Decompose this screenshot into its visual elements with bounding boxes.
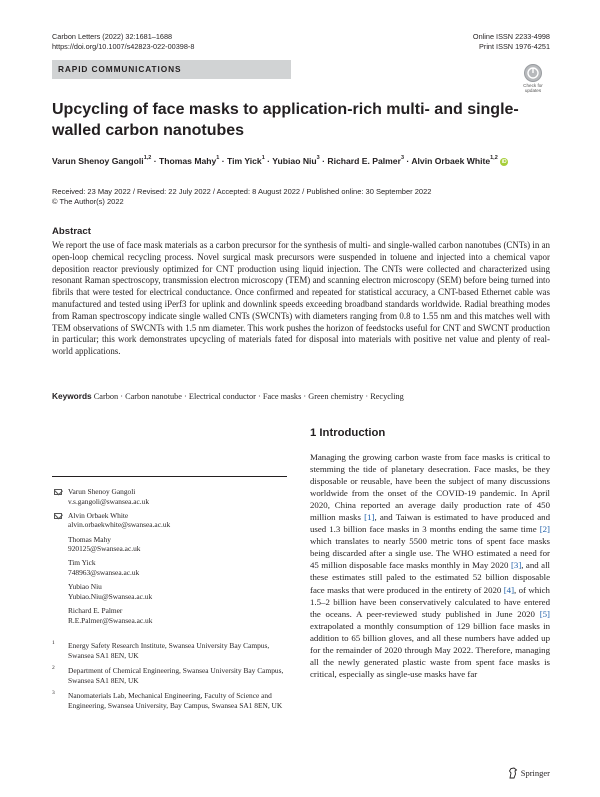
author-name[interactable]: Tim Yick — [227, 156, 262, 166]
contact-name: Richard E. Palmer — [68, 605, 123, 615]
keywords-line — [52, 391, 550, 402]
abstract-text: We report the use of face mask materials as a carbon precursor for the synthesis of multi- and single-walled carbon nanotubes (CNTs) in an open-loop chemical recycling process. Novel surgical mask precursors were suspended in toluene and injected into a chemical vapor deposition reactor previously optimized for CNT production using liquid injection. The CNTs were collected and characterized using resonant Raman spectroscopy, transmission electron microscopy (TEM) and scanning electron microscopy (SEM) before being turned into fibrils that were tested for electrical conductance. Once confirmed and repeated for statistical accuracy, a CNT-based Ethernet cable was manufactured and tested using iPerf3 for uplink and downlink speeds exceeding broadband standards worldwide. Radial breathing modes from Raman spectroscopy indicate single walled CNTs (SWCNTs) with diameters ranging from 0.8 to 1.55 nm and this matches well with TEM observations of SWCNTs with 1.5 nm diameter. This work pushes the horizon of feedstocks useful for CNT and SWCNT production in particular; this work demonstrates upcycling of materials fated for disposal into materials with positive net value and plenty of real-world applications. — [52, 240, 550, 357]
footnote-divider — [52, 476, 287, 477]
copyright-notice: © The Author(s) 2022 — [52, 197, 124, 206]
contact-entry — [52, 558, 292, 577]
contact-entry — [52, 511, 292, 530]
affiliation-number: 3 — [52, 690, 55, 697]
envelope-icon — [54, 513, 62, 519]
check-for-updates-badge[interactable] — [517, 64, 549, 98]
citation-link[interactable]: [4] — [503, 584, 515, 595]
citation-link[interactable]: [1] — [364, 512, 375, 523]
author-affiliation-marker: 1 — [216, 155, 220, 162]
section-heading: 1 Introduction — [310, 427, 386, 439]
check-updates-label: Check for updates — [523, 83, 543, 94]
author-name[interactable]: Thomas Mahy — [158, 156, 217, 166]
contact-list — [52, 487, 292, 630]
affiliation-text: Nanomaterials Lab, Mechanical Engineering, Faculty of Science and Engineering, Swansea University, Bay Campus, Swansea SA1 8EN, UK — [68, 691, 283, 710]
orcid-icon[interactable]: iD — [501, 158, 507, 165]
journal-header — [52, 32, 194, 52]
contact-name: Thomas Mahy — [68, 534, 111, 544]
keywords-label: Keywords — [52, 391, 92, 401]
article-title: Upcycling of face masks to application-rich multi- and single-walled carbon nanotubes — [52, 101, 519, 139]
citation-link[interactable]: [3] — [510, 560, 522, 571]
affiliation-text: Energy Safety Research Institute, Swansea University Bay Campus, Swansea SA1 8EN, UK — [68, 641, 270, 660]
contact-email[interactable]: 920125@Swansea.ac.uk — [68, 544, 141, 554]
contact-name: Varun Shenoy Gangoli — [68, 487, 136, 496]
author-name[interactable]: Varun Shenoy Gangoli — [52, 156, 144, 166]
author-affiliation-marker: 1 — [261, 155, 265, 162]
doi-link[interactable]: https://doi.org/10.1007/s42823-022-00398-8 — [52, 42, 195, 51]
publisher-footer — [508, 767, 550, 779]
contact-entry — [52, 535, 292, 554]
contact-name: Yubiao Niu — [68, 582, 102, 592]
contact-entry — [52, 606, 292, 625]
author-name[interactable]: Yubiao Niu — [272, 156, 317, 166]
contact-email[interactable]: Yubiao.Niu@Swansea.ac.uk — [68, 591, 153, 601]
publication-dates — [52, 187, 431, 207]
affiliation-number: 2 — [52, 665, 55, 672]
print-issn: Print ISSN 1976-4251 — [479, 42, 550, 51]
springer-horse-icon — [508, 767, 518, 779]
author-list: Varun Shenoy Gangoli$^{1,2}$ · Thomas Mahy$^1$ · Tim Yick$^1$ · Yubiao Niu$^3$ · Richard E. Palmer$^3$ · Alvin Orbaek White$^{1,2}$ iD — [52, 155, 507, 166]
issn-header — [473, 32, 550, 52]
journal-citation: Carbon Letters (2022) 32:1681–1688 — [52, 32, 173, 41]
publisher-name: Springer — [520, 768, 550, 778]
contact-entry — [52, 487, 292, 506]
section-banner: RAPID COMMUNICATIONS — [52, 60, 291, 79]
contact-email[interactable]: alvin.orbaekwhite@swansea.ac.uk — [68, 520, 171, 530]
check-updates-icon — [524, 64, 542, 82]
contact-name: Tim Yick — [68, 558, 96, 568]
author-affiliation-marker: 3 — [400, 155, 404, 162]
affiliation-list — [52, 641, 292, 717]
contact-name: Alvin Orbaek White — [68, 510, 129, 520]
affiliation-entry — [52, 666, 292, 685]
affiliation-entry — [52, 641, 292, 660]
introduction-paragraph: Managing the growing carbon waste from face masks is critical to stemming the tide of planetary desecration. Face masks, be they disposable or reusable, have been the subject of many discussions worldwide from the onset of the COVID-19 pandemic. In April 2020, China reported an average daily production rate of 450 million masks [1], and Taiwan is estimated to have produced and used 1.3 billion face masks in 3 months ending the same time [2] which translates to nearly 5500 metric tons of spent face masks being discarded after a single use. The WHO estimated a need for 45 million disposable face masks monthly in May 2020 [3], and all these estimates still paled to the estimated 52 billion disposable face masks that were produced in the entirety of 2020 [4], of which 1.5–2 billion have been conservatively calculated to have entered the oceans. A peer-reviewed study published in June 2020 [5] extrapolated a monthly consumption of 129 billion face masks in addition to 65 billion gloves, and all these numbers have added up for the remainder of 2020 through May 2022. Therefore, managing all the newly generated plastic waste from spent face masks is critical, especially as single-use masks have far — [310, 452, 551, 679]
affiliation-entry — [52, 691, 292, 710]
online-issn: Online ISSN 2233-4998 — [472, 32, 550, 41]
affiliation-text: Department of Chemical Engineering, Swansea University Bay Campus, Swansea SA1 8EN, UK — [68, 666, 284, 685]
affiliation-number: 1 — [52, 640, 55, 646]
keywords-list: Carbon · Carbon nanotube · Electrical conductor · Face masks · Green chemistry · Recycling — [93, 392, 404, 401]
citation-link[interactable]: [2] — [539, 524, 550, 535]
author-name[interactable]: Richard E. Palmer — [327, 156, 401, 166]
history-dates: Received: 23 May 2022 / Revised: 22 July 2022 / Accepted: 8 August 2022 / Published online: 30 September 2022 — [52, 187, 432, 196]
author-affiliation-marker: 1,2 — [490, 155, 498, 162]
contact-entry — [52, 582, 292, 601]
envelope-icon — [54, 489, 62, 495]
abstract-heading: Abstract — [52, 226, 91, 237]
contact-email[interactable]: R.E.Palmer@Swansea.ac.uk — [68, 615, 153, 625]
contact-email[interactable]: v.s.gangoli@swansea.ac.uk — [68, 496, 150, 506]
citation-link[interactable]: [5] — [539, 608, 550, 619]
contact-email[interactable]: 748963@swansea.ac.uk — [68, 567, 140, 577]
author-name[interactable]: Alvin Orbaek White — [411, 156, 491, 166]
author-affiliation-marker: 3 — [316, 155, 320, 162]
author-affiliation-marker: 1,2 — [143, 155, 152, 162]
